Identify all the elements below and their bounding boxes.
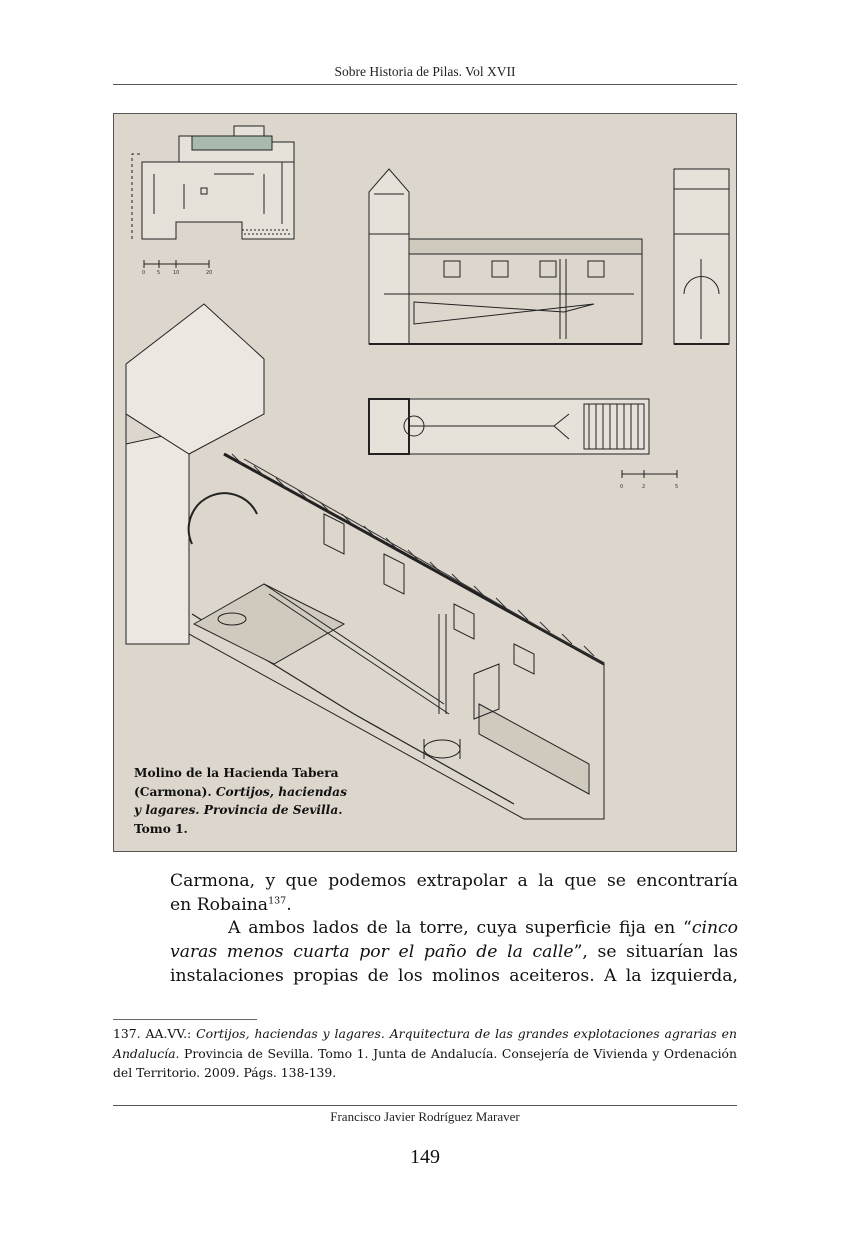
axonometric-view bbox=[126, 304, 604, 819]
caption-line-2-italic: Cortijos, haciendas bbox=[215, 784, 347, 799]
body-line-2 bbox=[170, 894, 738, 918]
footnote-rest: . Provincia de Sevilla. Tomo 1. Junta de Andalucía. Consejería de Vivienda y Ordenación del Territorio. 2009. Págs. 138-139. bbox=[113, 1045, 737, 1080]
body-text bbox=[170, 870, 738, 989]
body-line-4 bbox=[170, 941, 738, 965]
footnote-number: 137. bbox=[113, 1026, 146, 1041]
plan-scale-label: 20 bbox=[206, 270, 213, 276]
section-scale-label: 5 bbox=[675, 484, 679, 490]
figure-caption bbox=[134, 764, 404, 838]
caption-line-3-italic: y lagares. Provincia de Sevilla bbox=[134, 803, 339, 817]
body-line-3-italic: cinco bbox=[691, 918, 738, 939]
footnote-authors: AA.VV.: bbox=[145, 1026, 197, 1041]
plan-scale-label: 0 bbox=[142, 270, 146, 276]
plan-scale-label: 10 bbox=[173, 270, 180, 276]
section-scale-label: 2 bbox=[642, 484, 646, 490]
caption-line-3-end: . bbox=[338, 803, 343, 817]
body-line-4-italic: varas menos cuarta por el paño de la calle bbox=[170, 942, 574, 963]
caption-line-2 bbox=[134, 783, 404, 802]
body-line-3 bbox=[170, 917, 738, 941]
body-line-2-text: en Robaina bbox=[170, 894, 269, 915]
footnote-137 bbox=[113, 1024, 737, 1083]
front-elevation bbox=[369, 169, 642, 344]
body-line-3-text: A ambos lados de la torre, cuya superficie fija en “ bbox=[228, 918, 692, 939]
section-scale-label: 0 bbox=[620, 484, 624, 490]
caption-line-4: Tomo 1. bbox=[134, 821, 188, 836]
footnote-rule bbox=[113, 1019, 257, 1020]
footnote-ref[interactable]: 137 bbox=[268, 894, 287, 906]
caption-line-1: Molino de la Hacienda Tabera bbox=[134, 766, 339, 780]
footer-rule bbox=[113, 1105, 737, 1106]
body-line-5: instalaciones propias de los molinos aceiteros. A la izquierda, bbox=[170, 965, 738, 986]
footnote-title: Cortijos, haciendas y lagares. Arquitectura de las grandes explotaciones agrarias en Andalucía bbox=[113, 1026, 737, 1061]
figure-mill-drawing bbox=[113, 113, 737, 852]
body-line-4-text: ”, se situarían las bbox=[573, 942, 738, 963]
architectural-drawing bbox=[114, 114, 737, 852]
plan-section bbox=[369, 399, 677, 478]
running-footer: Francisco Javier Rodríguez Maraver bbox=[330, 1109, 520, 1124]
running-header: Sobre Historia de Pilas. Vol XVII bbox=[334, 64, 516, 79]
side-section bbox=[674, 169, 729, 344]
caption-line-2-bold: (Carmona). bbox=[134, 784, 216, 799]
body-line-1: Carmona, y que podemos extrapolar a la que se encontraría bbox=[170, 871, 738, 891]
body-line-2-end: . bbox=[286, 894, 292, 915]
floor-plan bbox=[132, 126, 294, 268]
caption-line-3 bbox=[134, 801, 404, 820]
plan-scale-label: 5 bbox=[157, 270, 161, 276]
header-rule bbox=[113, 84, 737, 85]
page-number: 149 bbox=[410, 1146, 440, 1168]
